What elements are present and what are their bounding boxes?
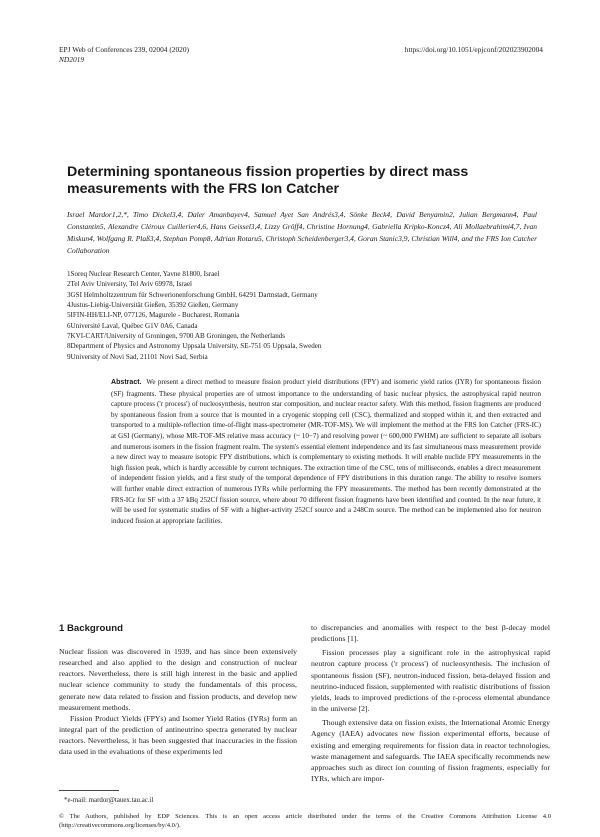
affiliation-item: 7KVI-CART/University of Groningen, 9700 AB Groningen, the Netherlands <box>67 332 286 341</box>
abstract <box>111 377 541 526</box>
section-heading: 1 Background <box>59 623 123 634</box>
affiliation-item: 9University of Novi Sad, 21101 Novi Sad, Serbia <box>67 352 208 361</box>
affiliation-item: 1Soreq Nuclear Research Center, Yavne 81800, Israel <box>67 270 220 278</box>
left-column <box>59 646 297 758</box>
affiliation-item: 3GSI Helmholtzzentrum für Schwerionenforschung GmbH, 64291 Darmstadt, Germany <box>67 290 318 299</box>
doi-link[interactable]: https://doi.org/10.1051/epjconf/202023902004 <box>404 45 543 54</box>
affiliation-item: 4Justus-Liebig-Universität Gießen, 35392 Gießen, Germany <box>67 301 239 310</box>
body-paragraph: Nuclear fission was discovered in 1939, and has since been extensively researched and also applied to the design and construction of nuclear reactors. Nevertheless, there is still high interest in the basic and applied nuclear science community to study the fundamentals of this process, generate new data related to fission and fission products, and develop new measurement methods. <box>59 647 297 712</box>
footnote-email: *e-mail: mardor@tauex.tau.ac.il <box>64 797 154 804</box>
journal-citation: EPJ Web of Conferences 239, 02004 (2020) <box>59 45 190 54</box>
abstract-text: We present a direct method to measure fission product yield distributions (FPY) and isomeric yield ratios (IYR) for spontaneous fission (SF) fragments. These physical properties are of utmost importance to the understanding of basic nuclear physics, the astrophysical rapid neutron capture process ('r process') of nucleosynthesis, neutron star composition, and nuclear reactor safety. With this method, fission fragments are produced by spontaneous fission from a source that is mounted in a cryogenic stopping cell (CSC), thermalized and stopped within it, and then extracted and transported to a multiple-reflection time-of-flight mass-spectrometer (MR-TOF-MS). We will implement the method at the FRS Ion Catcher (FRS-IC) at GSI (Germany), whose MR-TOF-MS relative mass accuracy (~ 10−7) and resolving power (~ 600,000 FWHM) are sufficient to separate all isobars and numerous isomers in the fission fragment realm. The system's essential element independence and its fast simultaneous mass measurement provide a new direct way to measure isotopic FPY distributions, which is complementary to existing methods. It will enable nuclide FPY measurements in the high fission peak, which is hardly accessible by current techniques. The extraction time of the CSC, tens of milliseconds, enables a direct measurement of independent fission yields, and a first study of the temporal dependence of FPY distributions in this duration range. The ability to resolve isomers will further enable direct extraction of numerous IYRs while performing the FPY measurements. The method has been recently demonstrated at the FRS-ICr for SF with a 37 kBq 252Cf fission source, where about 70 different fission fragments have been identified and counted. In the near future, it will be used for systematic studies of SF with a higher-activity 252Cf source and a 248Cm source. The method can be implemented also for neutron induced fission at appropriate facilities. <box>111 378 541 525</box>
right-column <box>311 622 550 784</box>
conference-name: ND2019 <box>59 55 85 64</box>
body-paragraph: Fission Product Yields (FPYs) and Isomer Yield Ratios (IYRs) form an integral part of the prediction of antineutrino spectra generated by nuclear reactors. Nevertheless, it has been suggested that inaccuracies in the fission data used in the evaluations of these experiments led <box>59 713 297 757</box>
body-paragraph: Fission processes play a significant role in the astrophysical rapid neutron capture process ('r process') of nucleosynthesis. The inclusion of spontaneous fission (SF), neutron-induced fission, beta-delayed fission and neutrino-induced fission, supplemented with realistic distributions of fission yields, leads to improved predictions of the r-process elemental abundance in the universe [2]. <box>311 648 550 714</box>
abstract-label: Abstract. <box>111 379 142 386</box>
author-list <box>67 209 537 257</box>
paper-title: Determining spontaneous fission properties by direct mass measurements with the FRS Ion Catcher <box>67 164 469 197</box>
body-paragraph: to discrepancies and anomalies with respect to the best β-decay model predictions [1]. <box>311 623 550 644</box>
author-list-text: Israel Mardor1,2,*, Timo Dickel3,4, Daler Amanbayev4, Samuel Ayet San Andrés3,4, Sönke Beck4, David Benyamin2, Julian Bergmann4, Paul Constantin5, Alexandre Cléroux Cuillerier4,6, Hans Geissel3,4, Lizzy Gröff4, Christine Hornung4, Gabriella Kripko-Koncz4, Ali Mollaebrahimi4,7, Ivan Miskun4, Wolfgang R. Plaß3,4, Stephan Pomp8, Adrian Rotaru5, Christoph Scheidenberger3,4, Goran Stanic3,9, Christian Will4, and the FRS Ion Catcher Collaboration <box>67 210 537 255</box>
body-paragraph: Though extensive data on fission exists, the International Atomic Energy Agency (IAEA) advocates new fission experimental efforts, because of existing and emerging requirements for fission data in reactor technologies, waste management and safeguards. The IAEA specifically recommends new approaches such as direct ion counting of fission fragments, especially for IYRs, which are impor- <box>311 718 550 784</box>
affiliation-item: 8Department of Physics and Astronomy Uppsala University, SE-751 05 Uppsala, Sweden <box>67 342 322 351</box>
license-notice: © The Authors, published by EDP Sciences. This is an open access article distributed under the terms of the Creative Commons Attribution License 4.0 (http://creativecommons.org/licenses/by/4.0/). <box>59 813 551 830</box>
affiliation-item: 2Tel Aviv University, Tel Aviv 69978, Israel <box>67 280 193 289</box>
affiliation-item: 5IFIN-HH/ELI-NP, 077126, Magurele - Bucharest, Romania <box>67 311 240 320</box>
affiliation-list <box>67 269 537 362</box>
footnote-divider <box>59 790 119 791</box>
affiliation-item: 6Université Laval, Québec G1V 0A6, Canada <box>67 321 198 330</box>
